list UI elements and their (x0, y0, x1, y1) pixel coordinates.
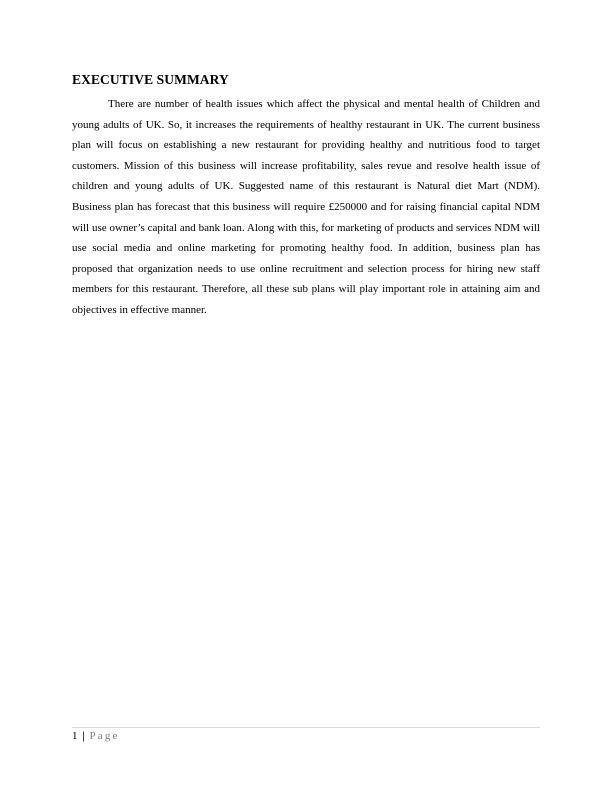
section-heading: EXECUTIVE SUMMARY (72, 72, 229, 87)
footer-separator: | (82, 730, 85, 742)
footer-divider (72, 727, 540, 728)
page-number: 1 (72, 730, 78, 742)
page-label: Page (89, 730, 120, 742)
page-footer (72, 729, 120, 743)
summary-paragraph: There are number of health issues which affect the physical and mental health of Children and young adults of UK. So, it increases the requirements of healthy restaurant in UK. The current business plan will focus on establishing a new restaurant for providing healthy and nutritious food to target customers. Mission of this business will increase profitability, sales revue and resolve health issue of children and young adults of UK. Suggested name of this restaurant is Natural diet Mart (NDM). Business plan has forecast that this business will require £250000 and for raising financial capital NDM will use owner’s capital and bank loan. Along with this, for marketing of products and services NDM will use social media and online marketing for promoting healthy food. In addition, business plan has proposed that organization needs to use online recruitment and selection process for hiring new staff members for this restaurant. Therefore, all these sub plans will play important role in attaining aim and objectives in effective manner. (72, 98, 540, 316)
